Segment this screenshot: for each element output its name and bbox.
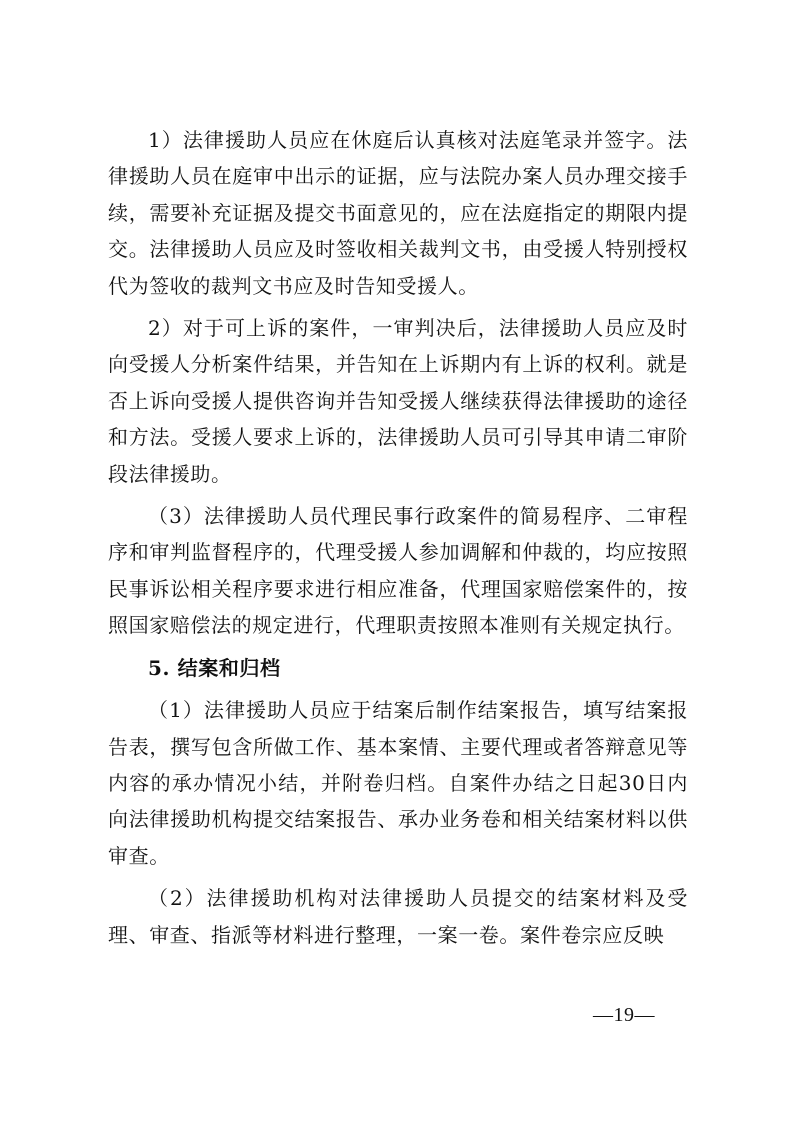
page-number: —19— (593, 1004, 655, 1026)
paragraph-appeal: 2）对于可上诉的案件，一审判决后，法律援助人员应及时向受援人分析案件结果，并告知在上诉期内有上诉的权利。就是否上诉向受援人提供咨询并告知受援人继续获得法律援助的途径和方法。受援人要求上诉的，法律援助人员可引导其申请二审阶段法律援助。 (108, 316, 688, 486)
paragraph-case-file-organization: （2）法律援助机构对法律援助人员提交的结案材料及受理、审查、指派等材料进行整理，一案一卷。案件卷宗应反映 (108, 886, 688, 947)
paragraph-court-record: 1）法律援助人员应在休庭后认真核对法庭笔录并签字。法律援助人员在庭审中出示的证据，应与法院办案人员办理交接手续，需要补充证据及提交书面意见的，应在法庭指定的期限内提交。法律援助人员应及时签收相关裁判文书，由受援人特别授权代为签收的裁判文书应及时告知受援人。 (108, 128, 688, 298)
paragraph-closing-report: （1）法律援助人员应于结案后制作结案报告，填写结案报告表，撰写包含所做工作、基本案情、主要代理或者答辩意见等内容的承办情况小结，并附卷归档。自案件办结之日起30日内向法律援助机构提交结案报告、承办业务卷和相关结案材料以供审查。 (108, 698, 688, 868)
document-body (108, 122, 688, 959)
paragraph-civil-admin-cases: （3）法律援助人员代理民事行政案件的简易程序、二审程序和审判监督程序的，代理受援人参加调解和仲裁的，均应按照民事诉讼相关程序要求进行相应准备，代理国家赔偿案件的，按照国家赔偿法的规定进行，代理职责按照本准则有关规定执行。 (108, 504, 688, 638)
section-heading-closing-archiving: 5. 结案和归档 (148, 655, 281, 680)
